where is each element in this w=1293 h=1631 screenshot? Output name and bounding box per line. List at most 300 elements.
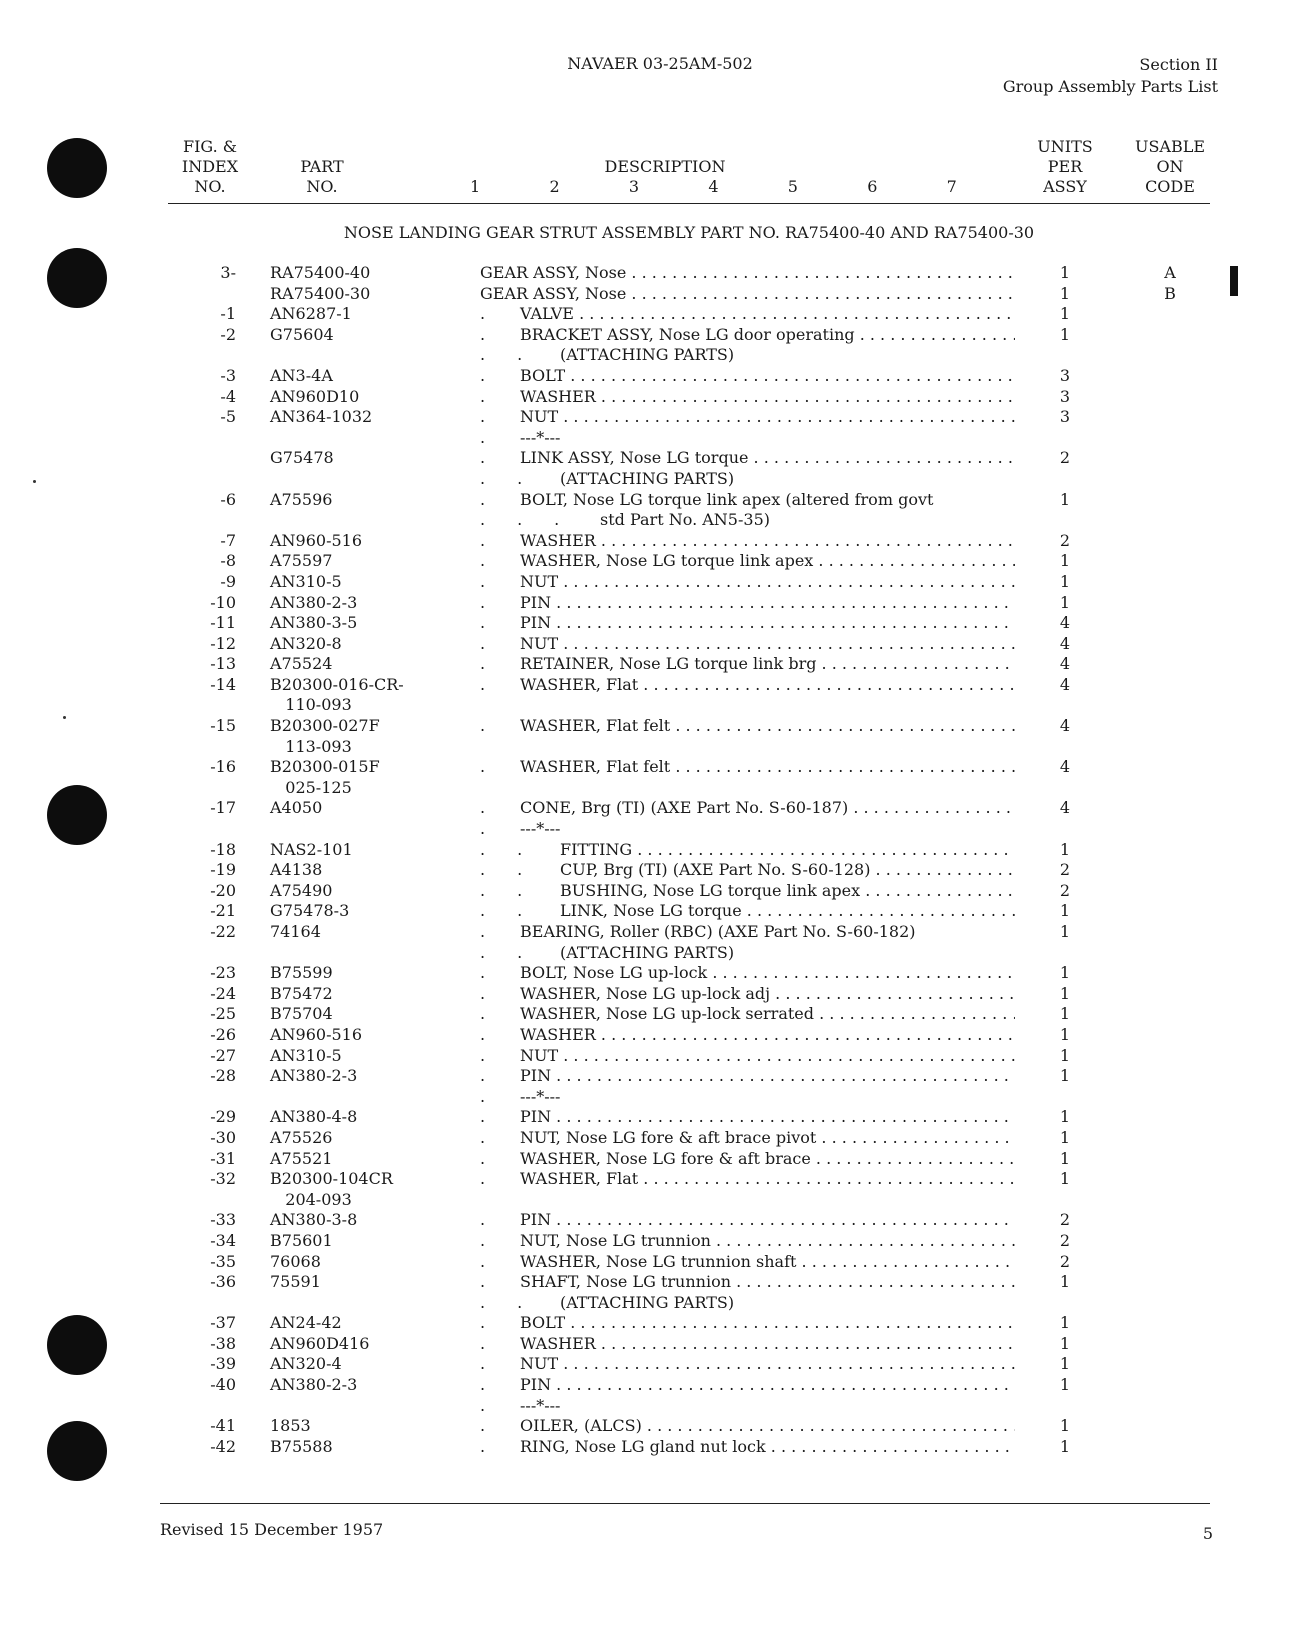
units-per-assy: 1 [1059,551,1071,571]
indent-dots: . [480,1333,518,1353]
description [480,572,1015,593]
revision-date: Revised 15 December 1957 [160,1520,384,1539]
index-number: -5 [220,407,236,427]
description-text: std Part No. AN5-35) [600,510,770,530]
description [480,304,1015,325]
parts-list [0,263,1293,1457]
description [480,798,1015,819]
description-text: CONE, Brg (TI) (AXE Part No. S-60-187) . . . [520,798,1015,817]
description-text: (ATTACHING PARTS) [560,345,735,365]
description-text: RING, Nose LG gland nut lock . . . [520,1437,1015,1456]
description [480,634,1015,655]
description-text: NUT . . . [520,572,1015,591]
indent-dots: .. [480,901,555,921]
description-text: NUT . . . [520,407,1015,426]
description [480,1210,1015,1231]
indent-dots: ... [480,510,592,530]
table-row [0,1066,1293,1087]
indent-dots: . [480,798,518,818]
indent-dots: .. [480,468,555,488]
units-per-assy: 1 [1059,1024,1071,1044]
description [480,1293,1015,1314]
indent-dots: . [480,674,518,694]
units-per-assy: 1 [1059,263,1071,282]
units-per-assy: 3 [1059,386,1071,406]
indent-dots: . [480,922,518,941]
table-row [0,1128,1293,1149]
indent-dots: . [480,1436,518,1456]
description [480,1334,1015,1355]
index-number: -14 [210,674,236,694]
description-text: WASHER, Nose LG up-lock adj . . . [520,984,1015,1003]
description-text: LINK ASSY, Nose LG torque . . . [520,448,1015,467]
description-text: (ATTACHING PARTS) [560,468,735,488]
indent-dots: . [480,1004,518,1024]
table-row [0,943,1293,964]
index-number: -32 [210,1169,236,1189]
part-number: AN3-4A [270,365,333,385]
units-per-assy: 1 [1059,1045,1071,1065]
description [480,1231,1015,1252]
index-number: -22 [210,922,236,941]
part-number: AN380-3-8 [270,1210,358,1230]
units-per-assy: 1 [1059,1436,1071,1456]
indent-dots: . [480,365,518,385]
table-row [0,551,1293,572]
section-header [1003,54,1218,98]
index-number: -37 [210,1313,236,1333]
description-text: BOLT . . . [520,1313,1015,1332]
index-number: -9 [220,571,236,591]
part-number: NAS2-101 [270,839,353,859]
table-row [0,387,1293,408]
units-per-assy: 1 [1059,1333,1071,1353]
description [480,984,1015,1005]
table-row [0,1004,1293,1025]
description [480,1354,1015,1375]
units-per-assy: 1 [1059,1375,1071,1395]
description [480,531,1015,552]
indent-dots: .. [480,860,555,880]
indent-dots: . [480,427,518,447]
table-row [0,1396,1293,1417]
description [480,407,1015,428]
description [480,1169,1015,1190]
units-per-assy: 1 [1059,1272,1071,1292]
part-number: AN320-4 [270,1354,342,1374]
part-number: B20300-027F [270,716,380,736]
indent-dots: . [480,592,518,612]
indent-dots: . [480,1395,518,1415]
description [480,325,1015,346]
description [480,1046,1015,1067]
description [480,1087,1015,1108]
indent-dots: . [480,1272,518,1292]
indent-dots: . [480,1045,518,1065]
units-per-assy: 4 [1059,757,1071,777]
description-text: PIN . . . [520,593,1015,612]
description-text: WASHER, Nose LG torque link apex . . . [520,551,1015,570]
part-number: A75597 [270,551,333,571]
index-number: -4 [220,386,236,406]
table-row [0,757,1293,778]
indent-dots: . [480,1148,518,1168]
part-number: AN380-2-3 [270,1066,358,1086]
table-row [0,263,1293,284]
description [480,448,1015,469]
description-text: BRACKET ASSY, Nose LG door operating . . . [520,325,1015,344]
units-per-assy: 1 [1059,1416,1071,1436]
index-number: -26 [210,1024,236,1044]
description-text: WASHER . . . [520,531,1015,550]
part-number: 110-093 [270,695,352,715]
table-row [0,819,1293,840]
part-number: G75478 [270,448,334,468]
part-number: B75588 [270,1436,333,1456]
units-per-assy: 1 [1059,571,1071,591]
units-per-assy: 4 [1059,633,1071,653]
indent-dots: .. [480,839,555,859]
table-row [0,531,1293,552]
indent-dots: . [480,386,518,406]
description [480,860,1015,881]
description [480,840,1015,861]
page-number: 5 [1202,1524,1213,1543]
indent-dots: . [480,324,518,344]
description [480,593,1015,614]
indent-dots: . [480,1024,518,1044]
table-row [0,1046,1293,1067]
description [480,1128,1015,1149]
part-number: B20300-015F [270,757,380,777]
indent-dots: . [480,757,518,777]
index-number: -10 [210,592,236,612]
part-number: A75521 [270,1148,333,1168]
index-number: -25 [210,1004,236,1024]
indent-dots: . [480,983,518,1003]
indent-dots: . [480,571,518,591]
description [480,716,1015,737]
table-row [0,1354,1293,1375]
units-per-assy: 1 [1059,1107,1071,1127]
description [480,963,1015,984]
table-row [0,922,1293,943]
table-row [0,881,1293,902]
part-number: AN380-2-3 [270,1375,358,1395]
description [480,490,1015,511]
units-per-assy: 1 [1059,489,1071,509]
units-per-assy: 1 [1059,901,1071,921]
part-number: AN380-3-5 [270,613,358,633]
description-text: GEAR ASSY, Nose . . . [480,263,1015,282]
table-row [0,366,1293,387]
indent-dots: . [480,489,518,509]
index-number: -42 [210,1436,236,1456]
description [480,654,1015,675]
description-text: ---*--- [520,819,561,839]
index-number: -20 [210,880,236,900]
part-number: B75599 [270,963,333,983]
description [480,1313,1015,1334]
part-number: G75478-3 [270,901,350,921]
indent-dots: . [480,1210,518,1230]
part-number: AN960D10 [270,386,360,406]
description-text: (ATTACHING PARTS) [560,1292,735,1312]
table-row [0,840,1293,861]
description [480,675,1015,696]
description-text: PIN . . . [520,613,1015,632]
table-row [0,1252,1293,1273]
table-row [0,901,1293,922]
index-number: -38 [210,1333,236,1353]
index-number: -35 [210,1251,236,1271]
description-text: GEAR ASSY, Nose . . . [480,284,1015,303]
description-text: NUT . . . [520,634,1015,653]
col-usable-on-code: USABLE ON CODE [1134,137,1206,196]
description-text: WASHER, Nose LG fore & aft brace . . . [520,1149,1015,1168]
part-number: AN960-516 [270,1024,363,1044]
indent-dots: . [480,551,518,571]
description [480,943,1015,964]
index-number: -30 [210,1127,236,1147]
description-text: WASHER, Flat felt . . . [520,757,1015,776]
part-number: AN380-2-3 [270,592,358,612]
units-per-assy: 4 [1059,716,1071,736]
table-row [0,716,1293,737]
units-per-assy: 4 [1059,654,1071,674]
units-per-assy: 1 [1059,304,1071,324]
indent-dots: . [480,1375,518,1395]
description [480,345,1015,366]
part-number: RA75400-40 [270,263,371,282]
table-row [0,613,1293,634]
description-text: RETAINER, Nose LG torque link brg . . . [520,654,1015,673]
header-rule [168,203,1210,204]
indent-dots: . [480,407,518,427]
indent-dots: . [480,1169,518,1189]
index-number: -41 [210,1416,236,1436]
description-text: WASHER, Flat . . . [520,675,1015,694]
index-number: -21 [210,901,236,921]
part-number: 75591 [270,1272,321,1292]
index-number: -12 [210,633,236,653]
description-text: WASHER, Flat . . . [520,1169,1015,1188]
table-row [0,304,1293,325]
description-text: PIN . . . [520,1375,1015,1394]
description [480,1252,1015,1273]
indent-dots: .. [480,880,555,900]
units-per-assy: 4 [1059,798,1071,818]
table-row [0,963,1293,984]
col-fig-index: FIG. & INDEX NO. [181,137,239,196]
description-text: WASHER, Nose LG trunnion shaft . . . [520,1252,1015,1271]
part-number: A75526 [270,1127,333,1147]
units-per-assy: 2 [1059,880,1071,900]
table-row [0,448,1293,469]
table-row [0,490,1293,511]
indent-dots: . [480,1066,518,1086]
description [480,428,1015,449]
index-number: -2 [220,324,236,344]
index-number: -3 [220,365,236,385]
description-text: WASHER . . . [520,1334,1015,1353]
index-number: -34 [210,1230,236,1250]
units-per-assy: 2 [1059,1210,1071,1230]
description [480,1416,1015,1437]
index-number: -17 [210,798,236,818]
description [480,901,1015,922]
table-row [0,1375,1293,1396]
part-number: 76068 [270,1251,321,1271]
units-per-assy: 1 [1059,1313,1071,1333]
description [480,1437,1015,1458]
units-per-assy: 1 [1059,283,1071,303]
table-row [0,510,1293,531]
index-number: -8 [220,551,236,571]
table-row [0,1210,1293,1231]
description [480,469,1015,490]
col-description: DESCRIPTION 1 2 3 4 5 6 7 [470,157,957,196]
description-text: NUT . . . [520,1046,1015,1065]
description-text: BOLT, Nose LG torque link apex (altered from govt [520,489,934,509]
table-row [0,1025,1293,1046]
part-number: AN364-1032 [270,407,373,427]
indent-dots: . [480,1107,518,1127]
part-number: AN960D416 [270,1333,370,1353]
units-per-assy: 2 [1059,1251,1071,1271]
part-number: A4138 [270,860,323,880]
units-per-assy: 1 [1059,1127,1071,1147]
col-part-no: PART NO. [300,157,344,196]
indent-dots: . [480,613,518,633]
description-text: SHAFT, Nose LG trunnion . . . [520,1272,1015,1291]
units-per-assy: 2 [1059,1230,1071,1250]
col-units-per-assy: UNITS PER ASSY [1037,137,1093,196]
indent-dots: . [480,1354,518,1374]
index-number: 3- [220,263,236,282]
description-text: ---*--- [520,1086,561,1106]
part-number: B20300-104CR [270,1169,393,1189]
description-text: BOLT . . . [520,366,1015,385]
part-number: B75601 [270,1230,333,1250]
part-number: AN960-516 [270,530,363,550]
units-per-assy: 3 [1059,365,1071,385]
description [480,284,1015,305]
table-row [0,1190,1293,1211]
part-number: AN310-5 [270,1045,342,1065]
table-row [0,654,1293,675]
units-per-assy: 1 [1059,592,1071,612]
index-number: -39 [210,1354,236,1374]
description-text: PIN . . . [520,1066,1015,1085]
index-number: -13 [210,654,236,674]
indent-dots: . [480,1230,518,1250]
index-number: -15 [210,716,236,736]
part-number: A4050 [270,798,323,818]
part-number: 025-125 [270,777,352,797]
units-per-assy: 1 [1059,324,1071,344]
description-text: PIN . . . [520,1210,1015,1229]
description [480,1375,1015,1396]
table-row [0,860,1293,881]
doc-number: NAVAER 03-25AM-502 [567,54,753,73]
units-per-assy: 1 [1059,983,1071,1003]
indent-dots: . [480,819,518,839]
units-per-assy: 1 [1059,839,1071,859]
description-text: OILER, (ALCS) . . . [520,1416,1015,1435]
description [480,1396,1015,1417]
description [480,1107,1015,1128]
units-per-assy: 1 [1059,1148,1071,1168]
table-row [0,798,1293,819]
description-text: FITTING . . . [560,840,1015,859]
table-row [0,1149,1293,1170]
description-text: WASHER, Flat felt . . . [520,716,1015,735]
part-number: G75604 [270,324,334,344]
indent-dots: . [480,633,518,653]
footer-rule [160,1503,1210,1504]
index-number: -36 [210,1272,236,1292]
section-title-header: Group Assembly Parts List [1002,77,1218,96]
index-number: -24 [210,983,236,1003]
usable-on-code: B [1164,283,1176,303]
description-text: BUSHING, Nose LG torque link apex . . . [560,881,1015,900]
part-number: 1853 [270,1416,311,1436]
index-number: -19 [210,860,236,880]
units-per-assy: 1 [1059,1066,1071,1086]
index-number: -31 [210,1148,236,1168]
indent-dots: . [480,654,518,674]
table-row [0,593,1293,614]
table-row [0,1169,1293,1190]
table-row [0,469,1293,490]
units-per-assy: 1 [1059,1004,1071,1024]
indent-dots: . [480,1251,518,1271]
description [480,263,1015,284]
indent-dots: . [480,1313,518,1333]
table-row [0,778,1293,799]
index-number: -40 [210,1375,236,1395]
index-number: -29 [210,1107,236,1127]
table-row [0,1231,1293,1252]
table-row [0,1087,1293,1108]
indent-dots: .. [480,1292,555,1312]
description-text: ---*--- [520,1395,561,1415]
index-number: -27 [210,1045,236,1065]
table-row [0,572,1293,593]
table-row [0,634,1293,655]
description [480,551,1015,572]
index-number: -33 [210,1210,236,1230]
indent-dots: .. [480,942,555,962]
part-number: B75472 [270,983,333,1003]
description [480,922,1015,943]
assembly-title: NOSE LANDING GEAR STRUT ASSEMBLY PART NO. RA75400-40 AND RA75400-30 [343,223,1035,242]
description-text: CUP, Brg (TI) (AXE Part No. S-60-128) . . . [560,860,1015,879]
description-text: (ATTACHING PARTS) [560,942,735,962]
part-number: RA75400-30 [270,283,371,303]
part-number: AN24-42 [270,1313,342,1333]
part-number: AN310-5 [270,571,342,591]
table-row [0,407,1293,428]
description-text: NUT, Nose LG fore & aft brace pivot . . . [520,1128,1015,1147]
description [480,510,1015,531]
description [480,1004,1015,1025]
description [480,819,1015,840]
indent-dots: .. [480,345,555,365]
table-row [0,1293,1293,1314]
indent-dots: . [480,304,518,324]
